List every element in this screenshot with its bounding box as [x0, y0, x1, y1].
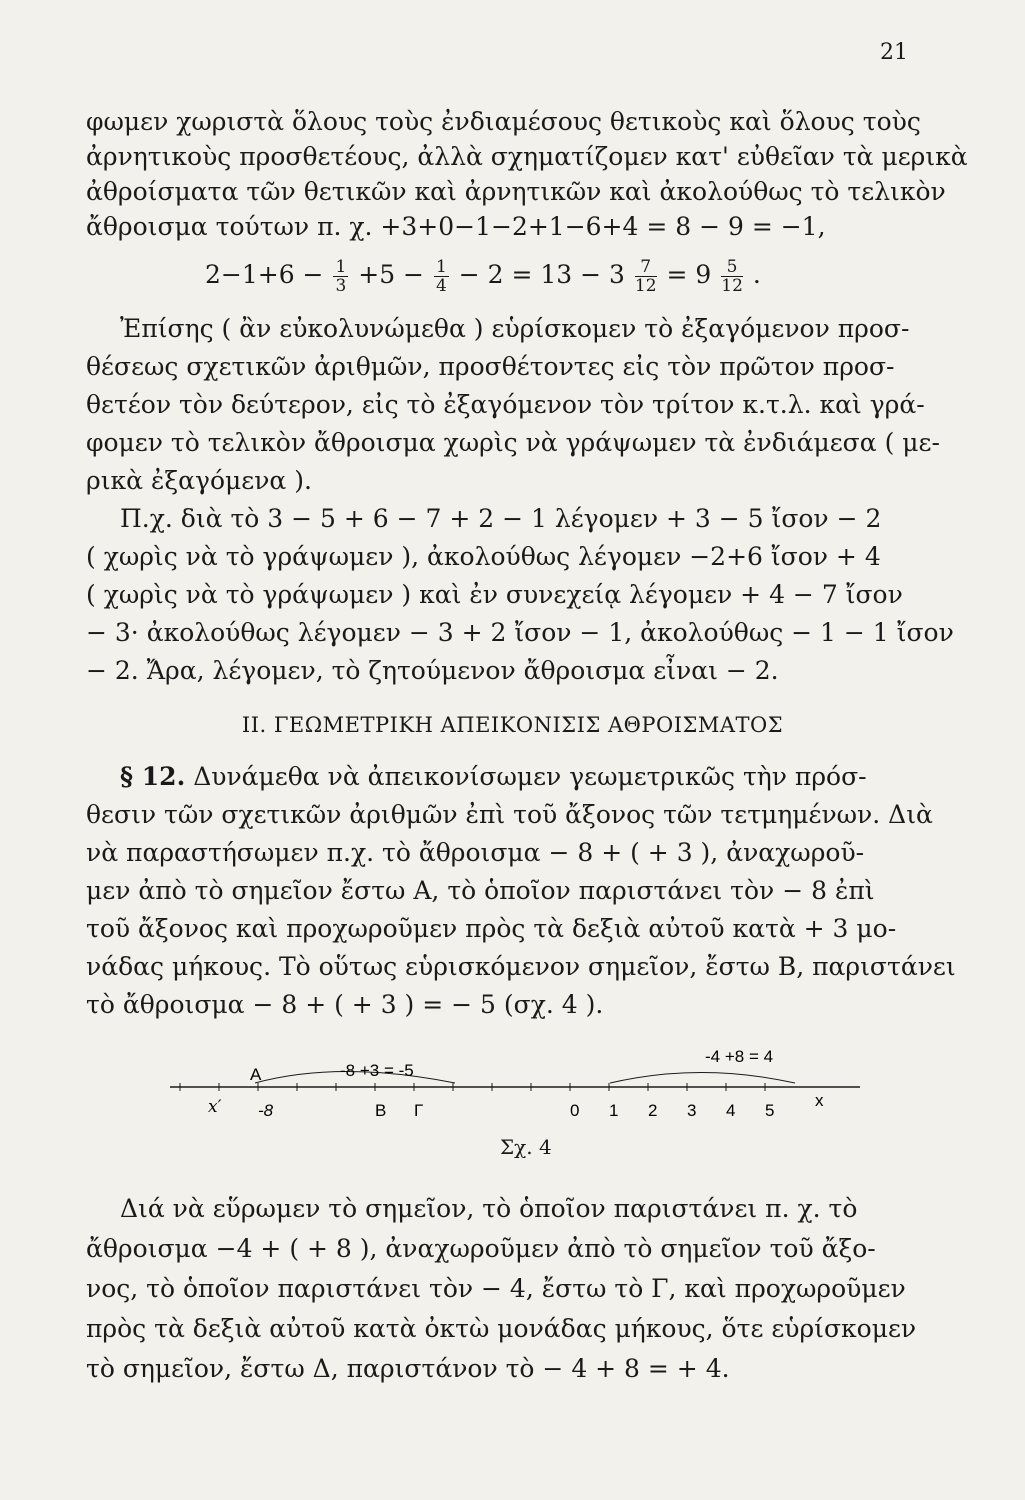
- text-line: ( χωρὶς νὰ τὸ γράψωμεν ), ἀκολούθως λέγομεν −2+6 ἴσον + 4: [86, 542, 881, 571]
- text-line: ἀρνητικοὺς προσθετέους, ἀλλὰ σχηματίζομεν κατ' εὐθεῖαν τὰ μερικὰ: [86, 142, 968, 171]
- x-axis-label: x: [815, 1091, 824, 1110]
- text-line: Π.χ. διὰ τὸ 3 − 5 + 6 − 7 + 2 − 1 λέγομεν + 3 − 5 ἴσον − 2: [120, 504, 882, 533]
- text-line: ἄθροισμα τούτων π. χ. +3+0−1−2+1−6+4 = 8 − 9 = −1,: [86, 212, 826, 241]
- text-line: μεν ἀπὸ τὸ σημεῖον ἔστω Α, τὸ ὁποῖον παριστάνει τὸν − 8 ἐπὶ: [86, 876, 875, 905]
- text-line: τὸ σημεῖον, ἔστω Δ, παριστάνον τὸ − 4 + 8 = + 4.: [86, 1354, 730, 1383]
- text-line: ἄθροισμα −4 + ( + 8 ), ἀναχωροῦμεν ἀπὸ τὸ σημεῖον τοῦ ἄξο-: [86, 1234, 876, 1263]
- point-g-label: Γ: [414, 1101, 424, 1120]
- tick-label-1: 1: [609, 1101, 619, 1120]
- fraction-equation: [205, 258, 761, 295]
- equation-part: +5 −: [358, 260, 424, 289]
- text-line: φομεν τὸ τελικὸν ἄθροισμα χωρὶς νὰ γράψωμεν τὰ ἐνδιάμεσα ( με-: [86, 428, 940, 457]
- text-line: θέσεως σχετικῶν ἀριθμῶν, προσθέτοντες εἰς τὸν πρῶτον προσ-: [86, 352, 895, 381]
- tick-label-4: 4: [726, 1101, 736, 1120]
- equation-part: 2−1+6 −: [205, 260, 324, 289]
- text-line: νὰ παραστήσωμεν π.χ. τὸ ἄθροισμα − 8 + ( + 3 ), ἀναχωροῦ-: [86, 838, 865, 867]
- text-line: ρικὰ ἐξαγόμενα ).: [86, 466, 312, 495]
- text-line: φωμεν χωριστὰ ὅλους τοὺς ἐνδιαμέσους θετικοὺς καὶ ὅλους τοὺς: [86, 107, 921, 136]
- fraction: $\frac{5}{12}$: [721, 257, 743, 296]
- figure-caption: Σχ. 4: [500, 1135, 552, 1159]
- tick-label-5: 5: [765, 1101, 775, 1120]
- sum-label-right: -4 +8 = 4: [705, 1050, 774, 1066]
- text-line: Διά νὰ εὕρωμεν τὸ σημεῖον, τὸ ὁποῖον παριστάνει π. χ. τὸ: [120, 1194, 858, 1223]
- text-line: Ἐπίσης ( ἂν εὐκολυνώμεθα ) εὑρίσκομεν τὸ ἐξαγόμενον προσ-: [120, 314, 910, 343]
- text-line: τὸ ἄθροισμα − 8 + ( + 3 ) = − 5 (σχ. 4 ).: [86, 990, 604, 1019]
- tick-label-0: 0: [570, 1101, 580, 1120]
- fraction: $\frac{1}{3}$: [335, 257, 347, 296]
- text-line: ἀθροίσματα τῶν θετικῶν καὶ ἀρνητικῶν καὶ ἀκολούθως τὸ τελικὸν: [86, 177, 946, 206]
- arc-right: [610, 1073, 795, 1084]
- point-a-label: A: [250, 1065, 262, 1084]
- sum-label-left: -8 +3 = -5: [340, 1061, 414, 1080]
- text-line: − 3· ἀκολούθως λέγομεν − 3 + 2 ἴσον − 1, ἀκολούθως − 1 − 1 ἴσον: [86, 618, 954, 647]
- minus8-label: -8: [258, 1101, 274, 1120]
- text-span: Δυνάμεθα νὰ ἀπεικονίσωμεν γεωμετρικῶς τὴν πρόσ-: [185, 762, 867, 791]
- text-line: πρὸς τὰ δεξιὰ αὐτοῦ κατὰ ὀκτὼ μονάδας μήκους, ὅτε εὑρίσκομεν: [86, 1314, 917, 1343]
- tick-label-3: 3: [687, 1101, 697, 1120]
- text-line: − 2. Ἄρα, λέγομεν, τὸ ζητούμενον ἄθροισμα εἶναι − 2.: [86, 656, 779, 685]
- section-heading: ΙΙ. ΓΕΩΜΕΤΡΙΚΗ ΑΠΕΙΚΟΝΙΣΙΣ ΑΘΡΟΙΣΜΑΤΟΣ: [241, 713, 784, 737]
- text-line: ( χωρὶς νὰ τὸ γράψωμεν ) καὶ ἐν συνεχείᾳ λέγομεν + 4 − 7 ἴσον: [86, 580, 903, 609]
- number-line-figure: [0, 1050, 1025, 1130]
- x-prime-label: x′: [208, 1097, 222, 1117]
- tick-label-2: 2: [648, 1101, 658, 1120]
- point-b-label: Β: [375, 1101, 387, 1120]
- fraction: $\frac{7}{12}$: [634, 257, 657, 296]
- section-number: § 12.: [120, 762, 186, 791]
- equation-part: = 9: [666, 260, 712, 289]
- text-line: θετέον τὸν δεύτερον, εἰς τὸ ἐξαγόμενον τὸν τρίτον κ.τ.λ. καὶ γρά-: [86, 390, 925, 419]
- text-line: νος, τὸ ὁποῖον παριστάνει τὸν − 4, ἔστω τὸ Γ, καὶ προχωροῦμεν: [86, 1274, 906, 1303]
- equation-part: .: [752, 260, 761, 289]
- text-line: [120, 760, 970, 794]
- page-number: 21: [880, 40, 908, 65]
- equation-part: − 2 = 13 − 3: [458, 260, 625, 289]
- text-line: τοῦ ἄξονος καὶ προχωροῦμεν πρὸς τὰ δεξιὰ αὐτοῦ κατὰ + 3 μο-: [86, 914, 897, 943]
- text-line: νάδας μήκους. Τὸ οὕτως εὑρισκόμενον σημεῖον, ἔστω Β, παριστάνει: [86, 952, 956, 981]
- text-line: θεσιν τῶν σχετικῶν ἀριθμῶν ἐπὶ τοῦ ἄξονος τῶν τετμημένων. Διὰ: [86, 800, 933, 829]
- fraction: $\frac{1}{4}$: [435, 257, 447, 296]
